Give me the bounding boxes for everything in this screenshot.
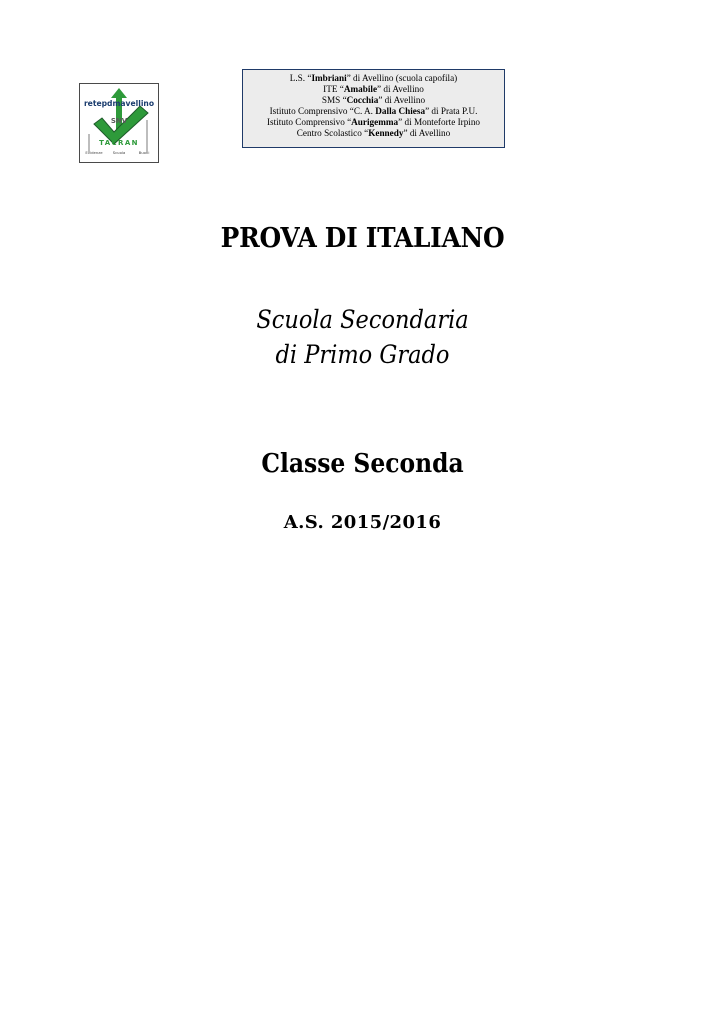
logo-top-text: retepdmavellino — [83, 99, 155, 108]
class-heading: Classe Seconda — [261, 449, 464, 479]
document-title: PROVA DI ITALIANO — [220, 223, 505, 254]
logo-bottom-word-3: Buoni — [138, 150, 150, 155]
logo-bottom-word-1: Evidenze — [85, 150, 103, 155]
network-line: L.S. “Imbriani” di Avellino (scuola capofila) — [289, 73, 458, 83]
network-line: Istituto Comprensivo “C. A. Dalla Chiesa” di Prata P.U. — [269, 105, 478, 116]
subtitle-line-2: di Primo Grado — [275, 340, 450, 369]
logo-lower-text: TACRAN — [99, 139, 139, 147]
school-year: A.S. 2015/2016 — [283, 512, 442, 533]
network-line: Centro Scolastico “Kennedy” di Avellino — [296, 127, 451, 138]
subtitle-line-1: Scuola Secondaria — [256, 305, 469, 334]
school-network-box — [242, 69, 505, 148]
logo-center-text: SNV — [110, 117, 128, 125]
school-network-logo — [79, 83, 159, 163]
network-line: Istituto Comprensivo “Aurigemma” di Monteforte Irpino — [266, 116, 481, 127]
network-line: ITE “Amabile” di Avellino — [323, 83, 424, 94]
school-level-subtitle — [36, 302, 689, 372]
network-line: SMS “Cocchia” di Avellino — [321, 94, 426, 105]
logo-bottom-word-2: Scuola — [112, 150, 126, 155]
